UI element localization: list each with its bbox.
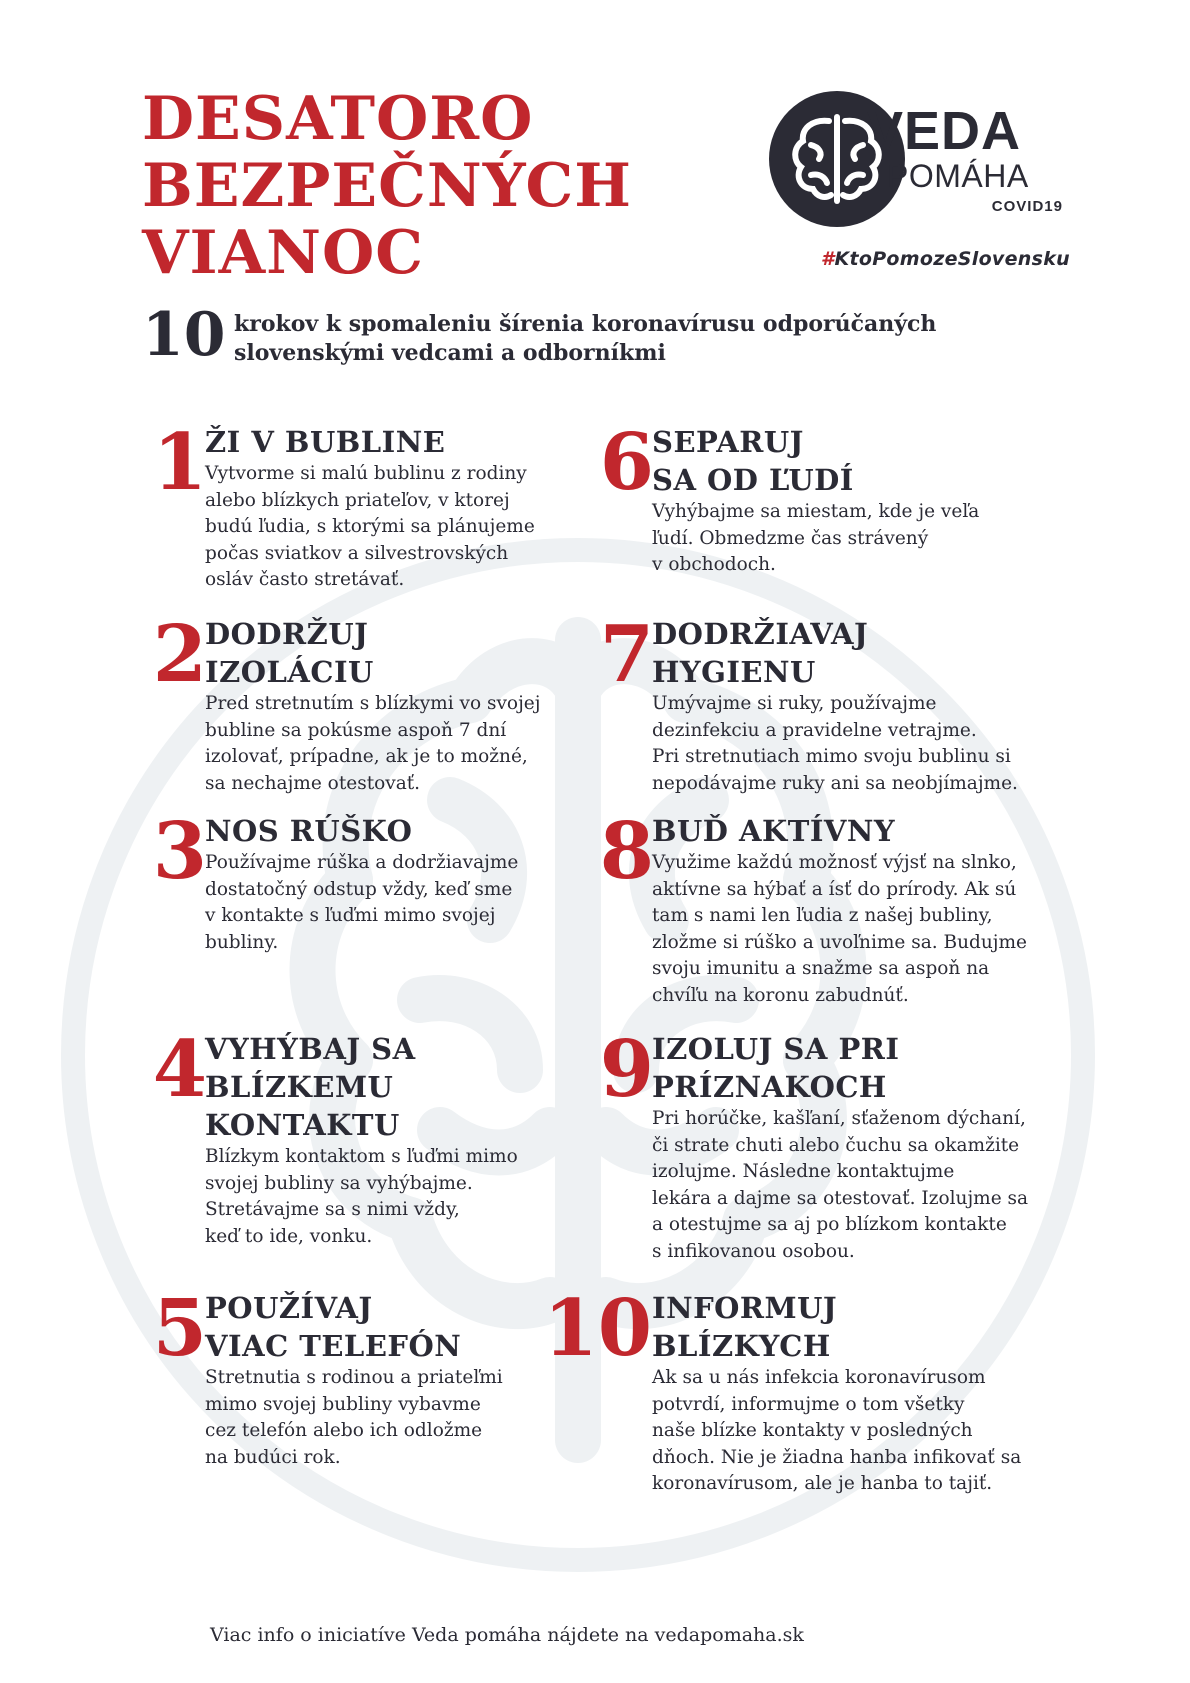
step-heading-line: KONTAKTU [205,1108,400,1142]
step-number: 8 [599,806,654,897]
step-heading-line: INFORMUJ [652,1291,838,1325]
step-heading-line: BUĎ AKTÍVNY [652,814,896,848]
step-heading [652,1289,1092,1365]
step-number: 3 [152,806,207,897]
step-body: Stretnutia s rodinou a priateľmi mimo svojej bubliny vybavme cez telefón alebo ich odložme na budúci rok. [205,1367,503,1468]
step-body: Pri horúčke, kašľaní, sťaženom dýchaní, či strate chuti alebo čuchu sa okamžite izolujme. Následne kontaktujme lekára a dajme sa otestovať. Izolujme sa a otestujme sa aj po blízkom kontakte s infikovanou osobou. [652,1108,1029,1262]
logo-brand: VEDA [867,101,1022,161]
step-heading-line: DODRŽIAVAJ [652,617,869,651]
step-heading [652,812,1092,850]
step-body: Vyhýbajme sa miestam, kde je veľa ľudí. Obmedzme čas strávený v obchodoch. [652,501,980,575]
step-number: 2 [152,609,207,700]
step-number: 4 [152,1024,207,1115]
step-heading-line: BLÍZKYCH [652,1329,831,1363]
step-heading [652,1030,1092,1106]
step-number: 6 [599,417,654,508]
step-number: 5 [152,1283,207,1374]
title-line-2: BEZPEČNÝCH [142,151,632,221]
step-heading-line: BLÍZKEMU [205,1070,394,1104]
page-title [142,86,632,287]
logo-tagline: POMÁHA [887,158,1029,194]
step-heading-line: PRÍZNAKOCH [652,1070,887,1104]
step-body: Vytvorme si malú bublinu z rodiny alebo blízkych priateľov, v ktorej budú ľudia, s ktorými sa plánujeme počas sviatkov a silvestrovských osláv často stretávať. [205,463,535,590]
step-heading-line: ŽI V BUBLINE [205,425,446,459]
step-heading-line: IZOLÁCIU [205,655,374,689]
step-heading [205,812,635,850]
step-number: 7 [599,609,654,700]
step-heading-line: VYHÝBAJ SA [205,1032,416,1066]
logo-sub: COVID19 [991,198,1063,215]
step-number: 9 [599,1024,654,1115]
step-heading-line: HYGIENU [652,655,816,689]
title-line-1: DESATORO [142,84,534,154]
hashtag-symbol: # [820,248,835,270]
step-heading-line: VIAC TELEFÓN [205,1329,462,1363]
step-heading-line: SA OD ĽUDÍ [652,463,854,497]
subtitle-number: 10 [142,300,226,370]
step-body: Využime každú možnosť výjsť na slnko, aktívne sa hýbať a ísť do prírody. Ak sú tam s nami len ľudia z našej bubliny, zložme si rúško a uvoľnime sa. Budujme svoju imunitu a snažme sa aspoň na chvíľu na koronu zabudnúť. [652,852,1028,1006]
veda-pomaha-logo [767,89,1067,229]
step-body: Pred stretnutím s blízkymi vo svojej bubline sa pokúsme aspoň 7 dní izolovať, prípadne, ak je to možné, sa nechajme otestovať. [205,693,541,794]
step-number: 1 [152,417,207,508]
step-body: Umývajme si ruky, používajme dezinfekciu a pravidelne vetrajme. Pri stretnutiach mimo svoju bublinu si nepodávajme ruky ani sa neobjímajme. [652,693,1018,794]
hashtag-text: KtoPomozeSlovensku [834,248,1070,270]
step-heading [205,1030,635,1144]
step-heading [205,423,635,461]
footer-info: Viac info o iniciatíve Veda pomáha nájdete na vedapomaha.sk [210,1624,804,1646]
title-line-3: VIANOC [142,218,425,288]
step-heading-line: DODRŽUJ [205,617,369,651]
subtitle-text: krokov k spomaleniu šírenia koronavírusu odporúčaných slovenskými vedcami a odborníkmi [234,311,937,366]
step-body: Blízkym kontaktom s ľuďmi mimo svojej bubliny sa vyhýbajme. Stretávajme sa s nimi vždy, keď to ide, vonku. [205,1146,518,1247]
step-heading [205,615,635,691]
step-heading [652,615,1092,691]
step-heading-line: POUŽÍVAJ [205,1291,373,1325]
step-number: 10 [543,1283,652,1374]
step-heading-line: IZOLUJ SA PRI [652,1032,900,1066]
hashtag [767,248,1070,270]
step-body: Používajme rúška a dodržiavajme dostatočný odstup vždy, keď sme v kontakte s ľuďmi mimo svojej bubliny. [205,852,519,953]
step-heading-line: SEPARUJ [652,425,804,459]
step-body: Ak sa u nás infekcia koronavírusom potvrdí, informujme o tom všetky naše blízke kontakty v posledných dňoch. Nie je žiadna hanba infikovať sa koronavírusom, ale je hanba to tajiť. [652,1367,1022,1494]
step-heading [652,423,1082,499]
step-heading-line: NOS RÚŠKO [205,814,413,848]
